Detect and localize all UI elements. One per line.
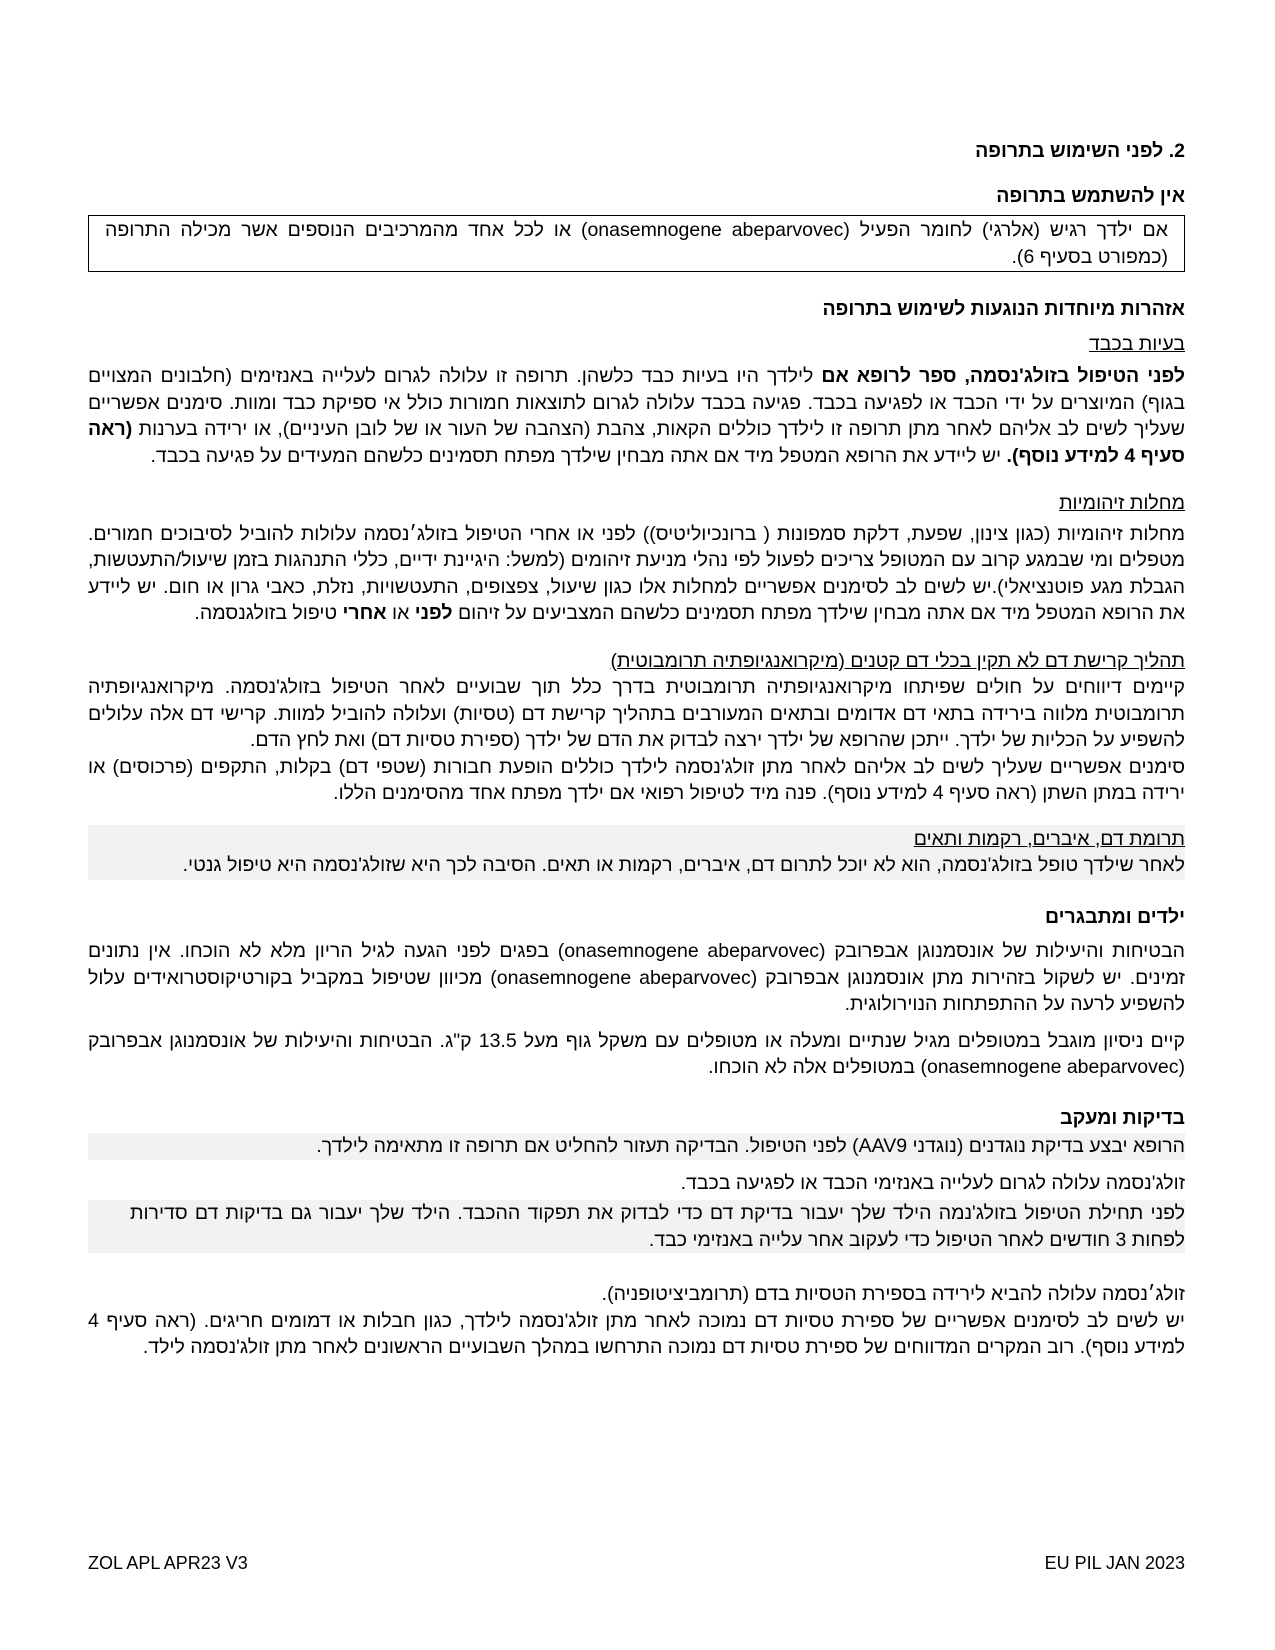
infections-bold-after: אחרי: [342, 602, 387, 624]
children-paragraph-1: הבטיחות והיעילות של אונסמנוגן אבפרובק (onasemnogene abeparvovec) בפגים לפני הגעה לגיל הריון מלא לא הוכחו. אין נתונים זמינים. יש לשקול בזהירות מתן אונסמנוגן אבפרובק (onasemnogene abeparvovec) מכיוון שטיפול במקביל בקורטיקוסטרואידים עלול להשפיע לרעה על ההתפתחות הנוירולוגית.: [88, 940, 1185, 1015]
donation-text: לאחר שילדך טופל בזולג'נסמה, הוא לא יוכל לתרום דם, איברים, רקמות או תאים. הסיבה לכך היא שזולג'נסמה היא טיפול גנטי.: [182, 854, 1185, 876]
tests-paragraph-2: זולג'נסמה עלולה לגרום לעלייה באנזימי הכבד או לפגיעה בכבד.: [680, 1171, 1185, 1194]
contraindication-box: [88, 215, 1185, 272]
tma-title: תהליך קרישת דם לא תקין בכלי דם קטנים (מיקרואנגיופתיה תרומבוטית): [610, 649, 1185, 672]
document-body: [88, 138, 1185, 1361]
children-heading: ילדים ומתבגרים: [1045, 905, 1185, 928]
tma-section: [88, 648, 1185, 807]
section-title: 2. לפני השימוש בתרופה: [975, 140, 1185, 162]
tests-section: [88, 1105, 1185, 1361]
infections-text: [88, 521, 1185, 627]
footer-right: EU PIL JAN 2023: [1044, 1553, 1185, 1573]
tma-paragraph-2: סימנים אפשריים שעליך לשים לב אליהם לאחר מתן זולג'נסמה לילדך כוללים הופעת חבורות (שטפי דם) בקלות, התקפים (פרכוסים) או ירידה במתן השתן (ראה סעיף 4 למידע נוסף). פנה מיד לטיפול רפואי אם ילדך מפתח אחד מהסימנים הללו.: [88, 755, 1185, 804]
donation-section: [88, 825, 1185, 880]
infections-bold-before: לפני: [414, 602, 453, 624]
footer-left: ZOL APL APR23 V3: [88, 1553, 248, 1573]
infections-section: [88, 490, 1185, 627]
tests-paragraph-4: זולג׳נסמה עלולה להביא לירידה בספירת הטסיות בדם (תרומביציטופניה).: [601, 1283, 1185, 1305]
tests-paragraph-1: הרופא יבצע בדיקת נוגדנים (נוגדני AAV9) לפני הטיפול. הבדיקה תעזור להחליט אם תרופה זו מתאימה לילדך.: [88, 1133, 1185, 1160]
liver-text: [88, 363, 1185, 469]
tma-paragraph-1: קיימים דיווחים על חולים שפיתחו מיקרואנגיופתיה תרומבוטית בדרך כלל תוך שבועיים לאחר הטיפול בזולג'נסמה. מיקרואנגיופתיה תרומבוטית מלווה בירידה בתאי דם אדומים ובתאים המעורבים בתהליך קרישת דם (טסיות) ועלולה להוביל למוות. קרישי דם אלה עלולים להשפיע על הכליות של ילדך. ייתכן שהרופא של ילדך ירצה לבדוק את הדם של ילדך (ספירת טסיות דם) ואת לחץ הדם.: [88, 676, 1185, 751]
infections-text-2: טיפול בזולגנסמה.: [194, 602, 343, 624]
infections-text-1: מחלות זיהומיות (כגון צינון, שפעת, דלקת סמפונות ( ברונכיוליטיס)) לפני או אחרי הטיפול בזולג׳נסמה עלולות להוביל לסיבוכים חמורים. מטפלים ומי שבמגע קרוב עם המטופל צריכים לפעול לפי נהלי מניעת זיהומים (למשל: היגיינת ידיים, כללי התנהגות בזמן שיעול/התעטשות, הגבלת מגע פוטנציאלי).יש לשים לב לסימנים אפשריים למחלות אלו כגון שיעול, צפצופים, התעטשויות, נזלת, כאבי גרון או חום. יש ליידע את הרופא המטפל מיד אם אתה מבחין שילדך מפתח תסמינים כלשהם המצביעים על זיהום: [88, 522, 1185, 624]
infections-or: או: [386, 602, 415, 624]
donation-title: תרומת דם, איברים, רקמות ותאים: [913, 827, 1185, 850]
tests-paragraph-3: לפני תחילת הטיפול בזולג'נמה הילד שלך יעבור בדיקת דם כדי לבדוק את תפקוד ההכבד. הילד שלך יעבור גם בדיקות דם סדירות לפחות 3 חודשים לאחר הטיפול כדי לעקוב אחר עלייה באנזימי כבד.: [88, 1200, 1185, 1253]
warnings-heading: אזהרות מיוחדות הנוגעות לשימוש בתרופה: [822, 298, 1185, 320]
tests-paragraph-5: יש לשים לב לסימנים אפשריים של ספירת טסיות דם נמוכה לאחר מתן זולג'נסמה לילדך, כגון חבלות או דמומים חריגים. (ראה סעיף 4 למידע נוסף). רוב המקרים המדווחים של ספירת טסיות דם נמוכה התרחשו במהלך השבועיים הראשונים לאחר מתן זולג'נסמה לילד.: [88, 1309, 1185, 1358]
liver-bold-ref: (ראה סעיף 4 למידע נוסף).: [88, 418, 1185, 467]
contraindication-text: אם ילדך רגיש (אלרגי) לחומר הפעיל (onasemnogene abeparvovec) או לכל אחד מהמרכיבים הנוספים אשר מכילה התרופה (כמפורט בסעיף 6).: [105, 219, 1168, 268]
liver-text-2: יש ליידע את הרופא המטפל מיד אם אתה מבחין שילדך מפתח תסמינים כלשהם המעידים על פגיעה בכבד.: [150, 444, 1007, 467]
liver-title: בעיות בכבד: [1088, 332, 1185, 355]
liver-section: [88, 331, 1185, 470]
liver-text-1: לילדך היו בעיות כבד כלשהן. תרופה זו עלולה לגרום לעלייה באנזימים (חלבונים המצויים בגוף) המיוצרים על ידי הכבד או לפגיעה בכבד. פגיעה בכבד עלולה לגרום לתוצאות חמורות כולל אי ספיקת כבד ומוות. סימנים אפשריים שעליך לשים לב אליהם לאחר מתן תרופה זו לילדך כוללים הקאות, צהבת (הצהבה של העור או של לובן העיניים), או ירידה בערנות: [88, 365, 1185, 440]
tests-heading: בדיקות ומעקב: [1060, 1106, 1185, 1129]
children-section: [88, 904, 1185, 1081]
liver-bold-intro: לפני הטיפול בזולג'נסמה, ספר לרופא אם: [821, 365, 1185, 387]
children-paragraph-2: קיים ניסיון מוגבל במטופלים מגיל שנתיים ומעלה או מטופלים עם משקל גוף מעל 13.5 ק"ג. הבטיחות והיעילות של אונסמנוגן אבפרובק (onasemnogene abeparvovec) במטופלים אלה לא הוכחו.: [88, 1029, 1185, 1078]
do-not-use-heading: אין להשתמש בתרופה: [996, 184, 1185, 207]
infections-title: מחלות זיהומיות: [1059, 492, 1185, 514]
